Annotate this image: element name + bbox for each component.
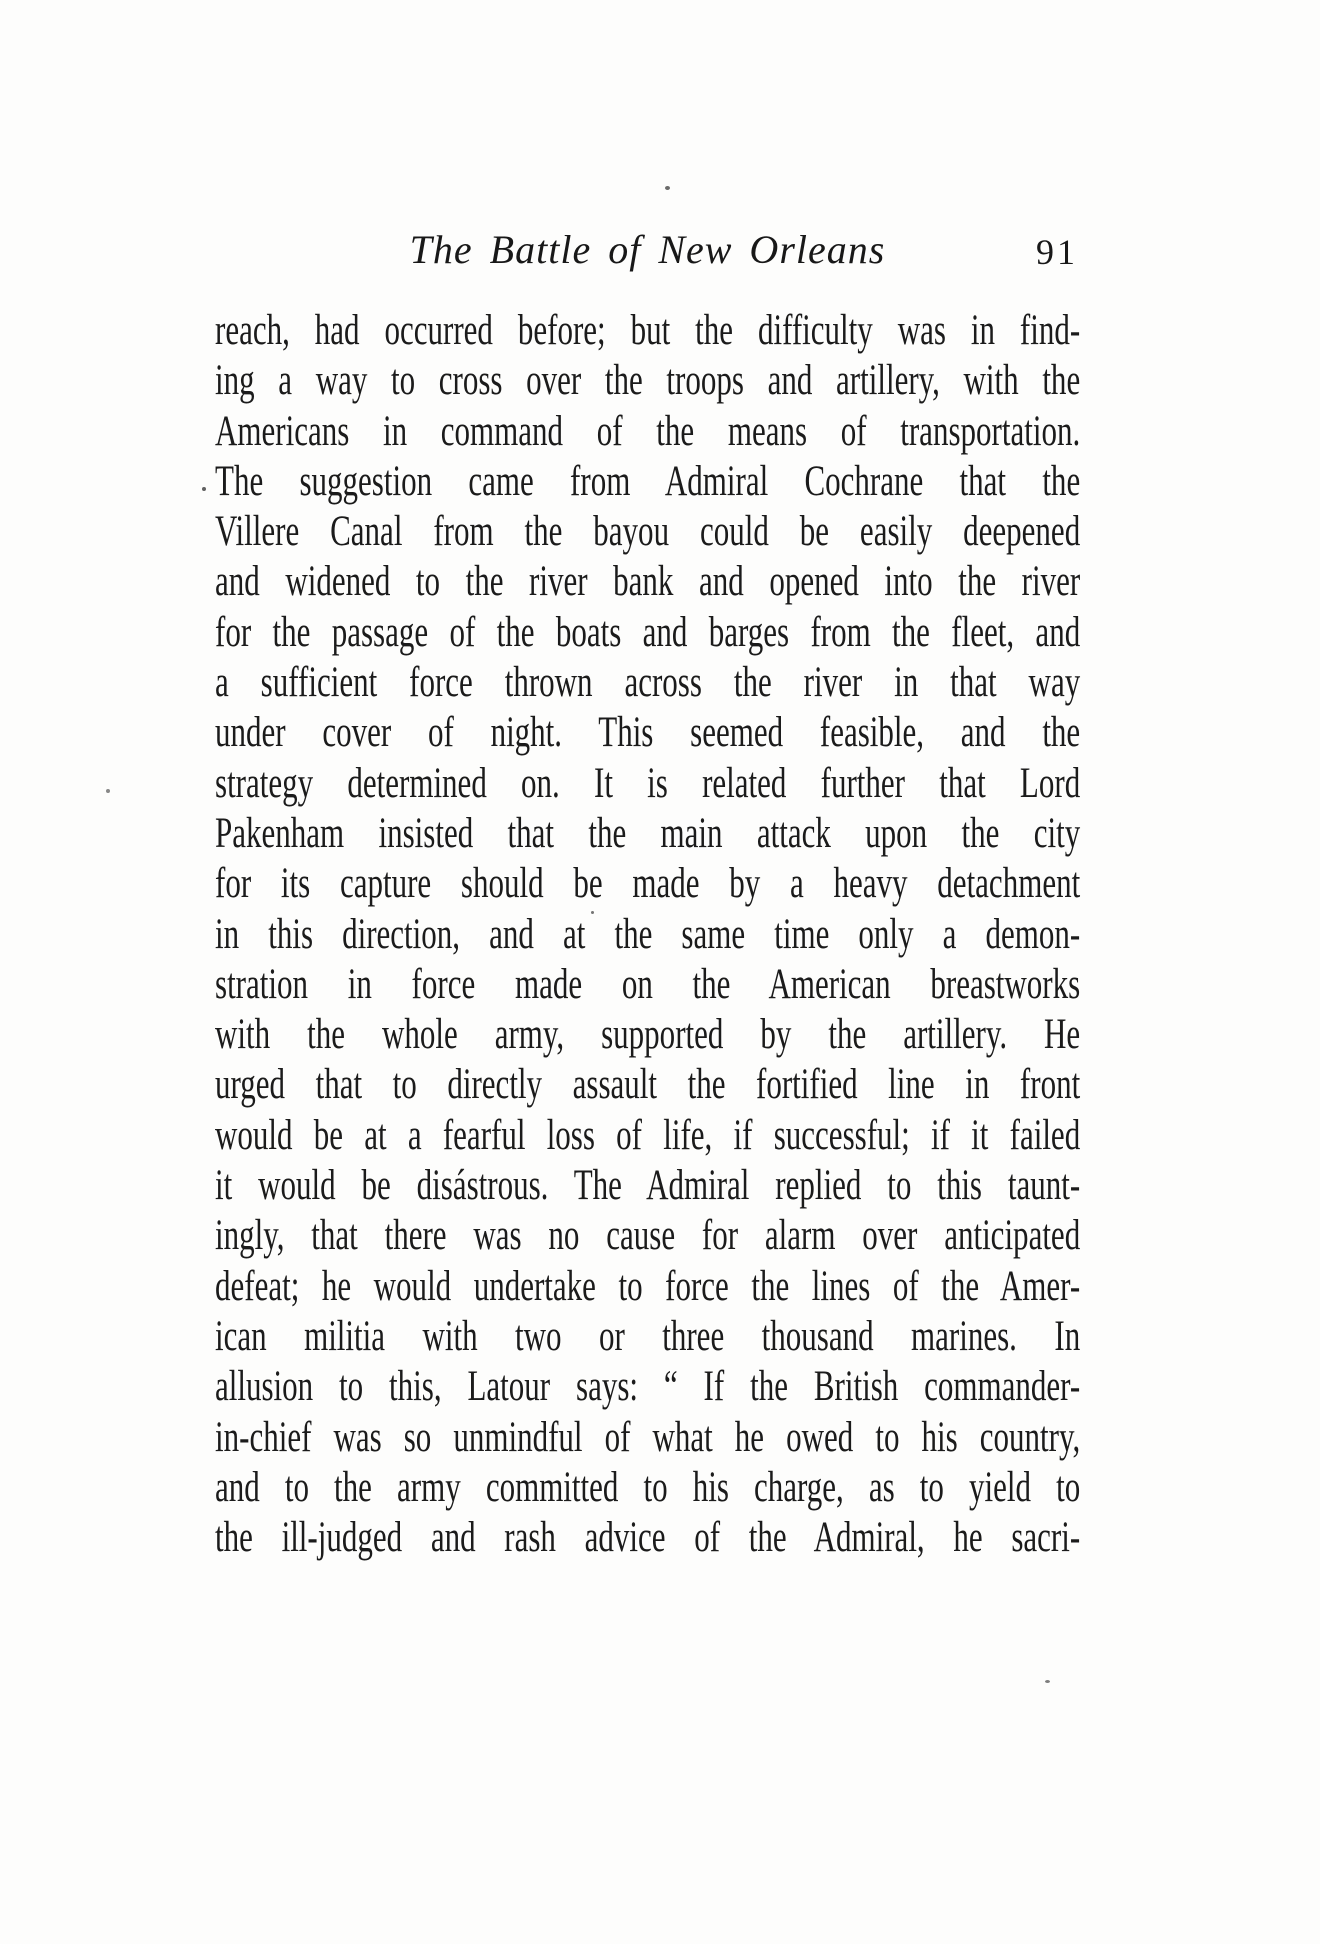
text-line: reach, had occurred before; but the difficulty was in find- bbox=[215, 307, 1081, 354]
text-line: in-chief was so unmindful of what he owed to his country, bbox=[215, 1413, 1081, 1461]
text-line: in this direction, and at the same time only a demon- bbox=[215, 910, 1081, 958]
text-line: ing a way to cross over the troops and artillery, with the bbox=[215, 357, 1081, 405]
text-line: Americans in command of the means of transportation. bbox=[215, 407, 1081, 455]
scan-speck bbox=[202, 487, 206, 491]
scan-speck bbox=[665, 186, 670, 190]
scan-speck bbox=[106, 789, 110, 793]
text-line: strategy determined on. It is related further that Lord bbox=[215, 759, 1081, 807]
text-line: urged that to directly assault the fortified line in front bbox=[215, 1061, 1081, 1109]
text-body bbox=[215, 306, 1080, 1563]
text-line: a sufficient force thrown across the river in that way bbox=[215, 659, 1081, 707]
text-line: ingly, that there was no cause for alarm over anticipated bbox=[215, 1212, 1081, 1260]
running-title: The Battle of New Orleans bbox=[409, 227, 886, 272]
text-line: allusion to this, Latour says: “ If the British commander- bbox=[215, 1363, 1081, 1411]
text-line: The suggestion came from Admiral Cochrane that the bbox=[215, 457, 1081, 505]
text-line: Pakenham insisted that the main attack upon the city bbox=[215, 809, 1081, 857]
text-line: defeat; he would undertake to force the lines of the Amer- bbox=[215, 1262, 1081, 1310]
text-line: stration in force made on the American breastworks bbox=[215, 960, 1081, 1008]
text-line: for the passage of the boats and barges from the fleet, and bbox=[215, 608, 1081, 656]
page-number: 91 bbox=[1036, 232, 1078, 272]
text-line: for its capture should be made by a heavy detachment bbox=[215, 860, 1081, 908]
text-line: ican militia with two or three thousand marines. In bbox=[215, 1312, 1081, 1360]
text-line: Villere Canal from the bayou could be easily deepened bbox=[215, 508, 1081, 556]
text-line: would be at a fearful loss of life, if successful; if it failed bbox=[215, 1111, 1081, 1159]
text-line: it would be disástrous. The Admiral replied to this taunt- bbox=[215, 1162, 1081, 1210]
text-line: with the whole army, supported by the artillery. He bbox=[215, 1011, 1081, 1059]
scan-speck bbox=[1045, 1680, 1050, 1683]
text-line: and to the army committed to his charge, as to yield to bbox=[215, 1463, 1081, 1511]
running-header bbox=[215, 228, 1080, 276]
text-line: under cover of night. This seemed feasible, and the bbox=[215, 709, 1081, 757]
text-line: and widened to the river bank and opened into the river bbox=[215, 558, 1081, 606]
text-line: the ill-judged and rash advice of the Admiral, he sacri- bbox=[215, 1514, 1081, 1562]
